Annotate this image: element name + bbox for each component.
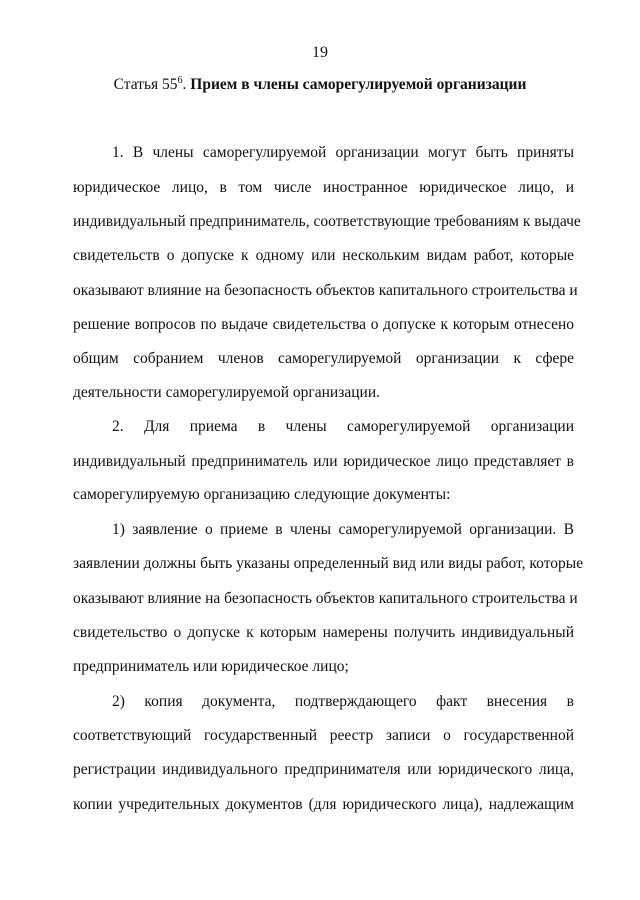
article-number-dot: . [182,76,187,93]
article-heading [0,76,640,94]
text-line: соответствующий государственный реестр записи о государственной [73,727,574,744]
text-line: 2) копия документа, подтверждающего факт внесения в [112,693,574,710]
text-line: оказывают влияние на безопасность объектов капитального строительства и [73,590,578,607]
article-number-superscript: 6 [177,75,183,86]
article-title: Прием в члены саморегулируемой организации [190,76,527,93]
text-line: предприниматель или юридическое лицо; [73,658,349,675]
text-line: юридическое лицо, в том числе иностранное юридическое лицо, и [73,179,574,196]
article-number: Статья 55 [113,76,178,93]
text-line: индивидуальный предприниматель, соответствующие требованиям к выдаче [73,213,581,230]
page-number: 19 [312,44,328,61]
text-line: заявлении должны быть указаны определенный вид или виды работ, которые [73,555,584,572]
text-line: 1. В члены саморегулируемой организации могут быть приняты [112,144,574,161]
text-line: 1) заявление о приеме в члены саморегулируемой организации. В [112,521,574,538]
text-line: свидетельств о допуске к одному или нескольким видам работ, которые [73,247,574,264]
text-line: свидетельство о допуске к которым намерены получить индивидуальный [73,624,574,641]
text-line: решение вопросов по выдаче свидетельства о допуске к которым отнесено [73,316,574,333]
text-line: общим собранием членов саморегулируемой организации к сфере [73,350,574,367]
text-line: регистрации индивидуального предпринимателя или юридического лица, [73,761,574,778]
text-line: деятельности саморегулируемой организации. [73,384,380,401]
text-line: копии учредительных документов (для юридического лица), надлежащим [73,796,574,813]
text-line: 2. Для приема в члены саморегулируемой организации [112,418,574,435]
text-line: оказывают влияние на безопасность объектов капитального строительства и [73,282,578,299]
text-line: индивидуальный предприниматель или юридическое лицо представляет в [73,453,574,470]
text-line: саморегулируемую организацию следующие документы: [73,486,451,503]
